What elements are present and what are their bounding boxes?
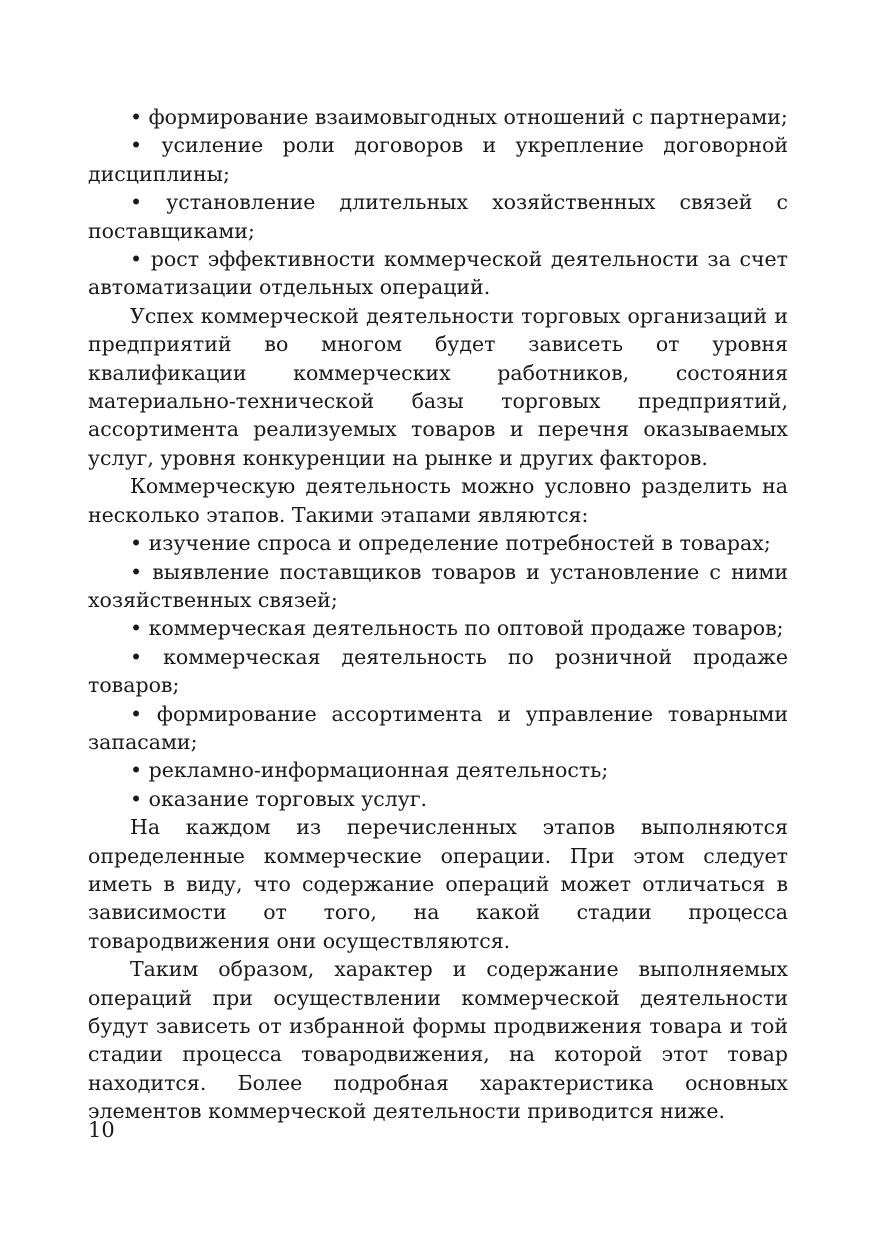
- paragraph: Коммерческую деятельность можно условно разделить на несколько этапов. Такими этапами являются:: [88, 474, 788, 527]
- bullet-item: • формирование взаимовыгодных отношений с партнерами;: [88, 103, 788, 131]
- bullet-item: • рекламно-информационная деятельность;: [88, 756, 788, 784]
- bullet-item: • изучение спроса и определение потребностей в товарах;: [88, 529, 788, 557]
- bullet-item: • усиление роли договоров и укрепление договорной дисциплины;: [88, 131, 788, 188]
- bullet-item: • коммерческая деятельность по оптовой продаже товаров;: [88, 614, 788, 642]
- page-body: [88, 103, 788, 1126]
- bullet-item: • оказание торговых услуг.: [88, 785, 788, 813]
- bullet-item: • выявление поставщиков товаров и установление с ними хозяйственных связей;: [88, 558, 788, 615]
- paragraph: Таким образом, характер и содержание выполняемых операций при осуществлении коммерческой деятельности будут зависеть от избранной формы продвижения товара и той стадии процесса товародвижения, на которой этот товар находится. Более подробная характеристика основных элементов коммерческой деятельности приводится ниже.: [88, 957, 788, 1124]
- bullet-item: • установление длительных хозяйственных связей с поставщиками;: [88, 188, 788, 245]
- paragraph: На каждом из перечисленных этапов выполняются определенные коммерческие операции. При этом следует иметь в виду, что содержание операций может отличаться в зависимости от того, на какой стадии процесса товародвижения они осуществляются.: [88, 815, 788, 953]
- paragraph: Успех коммерческой деятельности торговых организаций и предприятий во многом будет зависеть от уровня квалификации коммерческих работников, состояния материально-технической базы торговых предприятий, ассортимента реализуемых товаров и перечня оказываемых услуг, уровня конкуренции на рынке и других факторов.: [88, 303, 788, 470]
- bullet-item: • коммерческая деятельность по розничной продаже товаров;: [88, 643, 788, 700]
- page-number: 10: [88, 1118, 115, 1142]
- bullet-item: • рост эффективности коммерческой деятельности за счет автоматизации отдельных операций.: [88, 245, 788, 302]
- bullet-item: • формирование ассортимента и управление товарными запасами;: [88, 700, 788, 757]
